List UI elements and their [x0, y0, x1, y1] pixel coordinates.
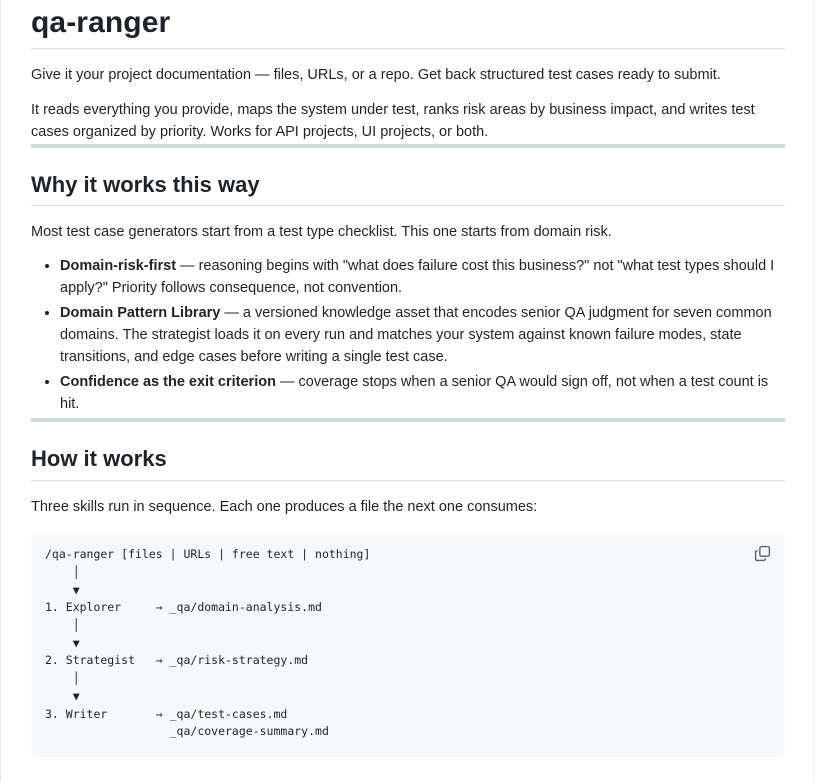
- copy-icon[interactable]: [754, 545, 771, 562]
- list-item-term: Domain Pattern Library: [60, 305, 221, 321]
- list-item: [60, 371, 785, 415]
- code-block[interactable]: [31, 533, 785, 757]
- how-heading: How it works: [31, 445, 785, 481]
- intro-paragraph-2: It reads everything you provide, maps the system under test, ranks risk areas by business impact, and writes test cases organized by priority. Works for API projects, UI projects, or both.: [31, 102, 755, 140]
- why-list: [31, 255, 785, 415]
- section-divider: [31, 418, 785, 422]
- list-item: [60, 255, 785, 299]
- code-content[interactable]: /qa-ranger [files | URLs | free text | nothing] │ ▼ 1. Explorer → _qa/domain-analysis.md │ ▼ 2. Strategist → _qa/risk-strategy.md │ ▼ 3. Writer → _qa/test-cases.md _qa/coverage-summary.md: [45, 547, 371, 739]
- list-item-text: — reasoning begins with "what does failure cost this business?" not "what test types should I apply?" Priority follows consequence, not convention.: [60, 258, 775, 296]
- why-heading: Why it works this way: [31, 171, 785, 207]
- list-item-text: — a versioned knowledge asset that encodes senior QA judgment for seven common domains. The strategist loads it on every run and matches your system against known failure modes, state transitions, and edge cases before writing a single test case.: [60, 305, 772, 365]
- list-item: [60, 302, 785, 368]
- list-item-text: — coverage stops when a senior QA would sign off, not when a test count is hit.: [60, 374, 769, 412]
- intro-paragraph-1: Give it your project documentation — files, URLs, or a repo. Get back structured test cases ready to submit.: [31, 66, 721, 83]
- why-lead: Most test case generators start from a test type checklist. This one starts from domain risk.: [31, 224, 612, 241]
- list-item-term: Domain-risk-first: [60, 258, 177, 274]
- readme-content: [31, 0, 785, 757]
- section-divider: [31, 144, 785, 148]
- how-lead: Three skills run in sequence. Each one produces a file the next one consumes:: [31, 498, 538, 515]
- page-title: qa-ranger: [31, 4, 785, 49]
- list-item-term: Confidence as the exit criterion: [60, 374, 276, 390]
